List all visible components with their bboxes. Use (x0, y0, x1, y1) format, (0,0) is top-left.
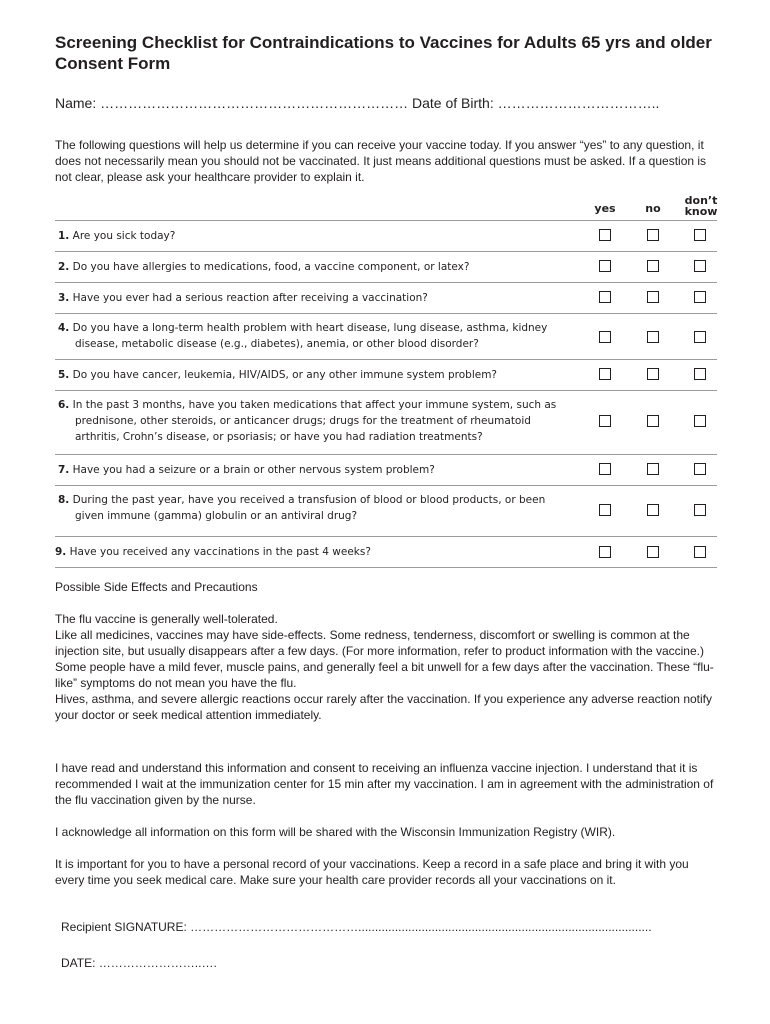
table-row (58, 228, 573, 244)
q4-yes-checkbox[interactable] (599, 331, 611, 343)
col-yes: yes (594, 202, 616, 215)
table-row (58, 492, 558, 524)
table-divider (55, 567, 717, 568)
table-row (58, 290, 573, 306)
side-effects-heading: Possible Side Effects and Precautions (55, 580, 258, 594)
q7-yes-checkbox[interactable] (599, 463, 611, 475)
q8-no-checkbox[interactable] (647, 504, 659, 516)
table-divider (55, 313, 717, 314)
q1-dont-know-checkbox[interactable] (694, 229, 706, 241)
q5-no-checkbox[interactable] (647, 368, 659, 380)
question-text: Have you had a seizure or a brain or other nervous system problem? (72, 464, 435, 476)
table-row (58, 397, 558, 445)
q7-no-checkbox[interactable] (647, 463, 659, 475)
q2-no-checkbox[interactable] (647, 260, 659, 272)
q6-dont-know-checkbox[interactable] (694, 415, 706, 427)
q7-dont-know-checkbox[interactable] (694, 463, 706, 475)
table-divider (55, 454, 717, 455)
form-title: Screening Checklist for Contraindications to Vaccines for Adults 65 yrs and older Consent Form (55, 33, 712, 73)
table-divider (55, 359, 717, 360)
question-text: Have you ever had a serious reaction after receiving a vaccination? (72, 292, 428, 304)
q5-yes-checkbox[interactable] (599, 368, 611, 380)
question-number: 5. (58, 369, 70, 381)
q5-dont-know-checkbox[interactable] (694, 368, 706, 380)
question-text: Do you have a long-term health problem with heart disease, lung disease, asthma, kidney disease, metabolic disease (e.g., diabetes), anemia, or other blood disorder? (72, 322, 548, 350)
date-line[interactable]: DATE: ……………………..…. (61, 956, 217, 970)
question-text: In the past 3 months, have you taken medications that affect your immune system, such as prednisone, other steroids, or anticancer drugs; drugs for the treatment of rheumatoid arthritis, Crohn’s disease, or psoriasis; or have you had radiation treatments? (72, 399, 557, 443)
side-effect-paragraph: Some people have a mild fever, muscle pains, and generally feel a bit unwell for a few days after the vaccination. These “flu-like” symptoms do not mean you have the flu. (55, 660, 714, 690)
name-dob-line (55, 95, 745, 112)
table-divider (55, 536, 717, 537)
question-text: Do you have cancer, leukemia, HIV/AIDS, or any other immune system problem? (72, 369, 498, 381)
table-divider (55, 282, 717, 283)
col-dont-know: don’t know (684, 194, 718, 218)
question-text: Have you received any vaccinations in the past 4 weeks? (69, 546, 371, 558)
table-row (58, 320, 558, 352)
question-number: 3. (58, 292, 70, 304)
q3-no-checkbox[interactable] (647, 291, 659, 303)
signature-line[interactable]: Recipient SIGNATURE: ……………………………………........................................................................................ (61, 920, 652, 934)
table-row (58, 462, 573, 478)
question-text: Do you have allergies to medications, food, a vaccine component, or latex? (72, 261, 470, 273)
question-number: 8. (58, 494, 70, 506)
consent-paragraph: I have read and understand this information and consent to receiving an influenza vaccine injection. I understand that it is recommended I wait at the immunization center for 15 min after my vaccination. I am in agreement with the administration of the flu vaccination given by the nurse. (55, 761, 714, 807)
question-number: 7. (58, 464, 70, 476)
q9-yes-checkbox[interactable] (599, 546, 611, 558)
intro-paragraph: The following questions will help us determine if you can receive your vaccine today. If you answer “yes” to any question, it does not necessarily mean you should not be vaccinated. It just means additional questions must be asked. If a question is not clear, please ask your healthcare provider to explain it. (55, 138, 707, 184)
q4-no-checkbox[interactable] (647, 331, 659, 343)
q6-yes-checkbox[interactable] (599, 415, 611, 427)
side-effect-paragraph: Like all medicines, vaccines may have side-effects. Some redness, tenderness, discomfort or swelling is common at the injection site, but usually disappears after a few days. (For more information, refer to product information with the vaccine.) (55, 628, 704, 658)
q9-dont-know-checkbox[interactable] (694, 546, 706, 558)
side-effect-paragraph: The flu vaccine is generally well-tolerated. (55, 612, 278, 626)
table-row (58, 259, 573, 275)
q1-no-checkbox[interactable] (647, 229, 659, 241)
table-row (55, 544, 570, 560)
col-no: no (645, 202, 661, 215)
side-effects-section (55, 611, 717, 723)
table-divider (55, 220, 717, 221)
table-divider (55, 390, 717, 391)
q3-dont-know-checkbox[interactable] (694, 291, 706, 303)
side-effect-paragraph: Hives, asthma, and severe allergic reactions occur rarely after the vaccination. If you experience any adverse reaction notify your doctor or seek medical attention immediately. (55, 692, 712, 722)
q1-yes-checkbox[interactable] (599, 229, 611, 241)
question-number: 4. (58, 322, 70, 334)
q6-no-checkbox[interactable] (647, 415, 659, 427)
table-divider (55, 485, 717, 486)
q8-dont-know-checkbox[interactable] (694, 504, 706, 516)
question-text: Are you sick today? (72, 230, 176, 242)
q2-dont-know-checkbox[interactable] (694, 260, 706, 272)
question-number: 6. (58, 399, 70, 411)
question-text: During the past year, have you received a transfusion of blood or blood products, or been given immune (gamma) globulin or an antiviral drug? (72, 494, 546, 522)
q8-yes-checkbox[interactable] (599, 504, 611, 516)
question-number: 2. (58, 261, 70, 273)
question-number: 9. (55, 546, 67, 558)
question-number: 1. (58, 230, 70, 242)
q9-no-checkbox[interactable] (647, 546, 659, 558)
acknowledge-paragraph: I acknowledge all information on this form will be shared with the Wisconsin Immunization Registry (WIR). (55, 825, 616, 839)
table-row (58, 367, 573, 383)
q2-yes-checkbox[interactable] (599, 260, 611, 272)
q4-dont-know-checkbox[interactable] (694, 331, 706, 343)
record-paragraph: It is important for you to have a personal record of your vaccinations. Keep a record in a safe place and bring it with you every time you seek medical care. Make sure your health care provider records all your vaccinations on it. (55, 857, 689, 887)
name-dob-label: Name: ………………………………………………………… Date of Birth: …………………………….. (55, 95, 660, 111)
q3-yes-checkbox[interactable] (599, 291, 611, 303)
table-divider (55, 251, 717, 252)
